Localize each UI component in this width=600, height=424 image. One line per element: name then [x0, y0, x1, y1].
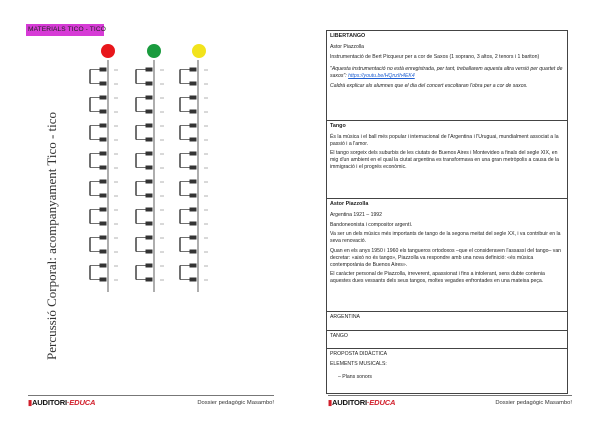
auditori-educa-logo: ▮AUDITORI·EDUCA [328, 398, 396, 407]
note-head [190, 166, 196, 169]
note-head [146, 124, 152, 127]
footer-rule [328, 395, 572, 396]
note-head [146, 68, 152, 71]
note-head [100, 138, 106, 141]
note-head [146, 166, 152, 169]
note-head [146, 180, 152, 183]
note-head [100, 194, 106, 197]
note-head [146, 194, 152, 197]
note-head [100, 208, 106, 211]
note-head [146, 222, 152, 225]
score-title: Percussió Corporal: acompanyament Tico - tico [44, 111, 59, 360]
section-libertango [327, 31, 567, 121]
note-head [146, 264, 152, 267]
note-head [190, 138, 196, 141]
note-head [100, 250, 106, 253]
content-table [326, 30, 568, 394]
note-head [190, 222, 196, 225]
note-head [100, 278, 106, 281]
note-head [100, 264, 106, 267]
note-head [190, 152, 196, 155]
note-head [190, 82, 196, 85]
note-head [146, 96, 152, 99]
proposta-label: PROPOSTA DIDÀCTICA [330, 351, 388, 357]
percussion-score [20, 60, 260, 390]
note-head [100, 152, 106, 155]
elements-label: ELEMENTS MUSICALS: [330, 360, 387, 367]
note-head [100, 236, 106, 239]
concert-note: Caldrà explicar als alumnes que el dia del concert escoltaran l'obra per a cor de saxos. [330, 82, 528, 89]
note-head [190, 250, 196, 253]
note-head [190, 124, 196, 127]
astor-paragraph-4: Quan en els anys 1950 i 1960 els tangueros ortodoxos –que el consideraven l'assassí del tango– van decretar: «això no és tango», Piazzolla va respondre amb una nova definició: «és música contemporània de Buenos Aires». [330, 247, 562, 268]
note-head [100, 166, 106, 169]
note-head [146, 152, 152, 155]
note-head [190, 236, 196, 239]
heading-libertango: LIBERTANGO [330, 33, 366, 39]
note-head [190, 278, 196, 281]
note-head [190, 110, 196, 113]
row-tango [327, 331, 567, 349]
note-head [190, 194, 196, 197]
section-proposta-didactica [327, 349, 567, 393]
right-footer [328, 395, 572, 415]
note-head [146, 208, 152, 211]
composer: Astor Piazzolla [330, 43, 364, 50]
footer-rule [28, 395, 274, 396]
note-head [100, 110, 106, 113]
row-argentina [327, 312, 567, 331]
section-tango [327, 121, 567, 199]
note-head [146, 250, 152, 253]
bullet-plans-sonors: – Plans sonors [338, 373, 373, 380]
note-head [146, 82, 152, 85]
note-head [100, 124, 106, 127]
note-head [100, 180, 106, 183]
tango-paragraph-2: El tango sorgeix dels suburbis de les ciutats de Buenos Aires i Montevideo a finals del segle XIX, en mig d'un ambient en el qual la ciutat argentina es transformava en una gran metròpolis a causa de la immigració i el progrés econòmic. [330, 150, 560, 170]
tango-paragraph-1: És la música i el ball més popular i internacional de l'Argentina i l'Uruguai, mundialment associat a la passió i a l'amor. [330, 133, 559, 147]
note-head [100, 68, 106, 71]
astor-paragraph-3: Va ser un dels músics més importants de tango de la segona meitat del segle XX, i va contribuir en la seva renovació. [330, 231, 561, 245]
note-head [190, 264, 196, 267]
note-head [190, 208, 196, 211]
footer-note: Dossier pedagògic Masambo! [197, 400, 274, 406]
heading-astor: Astor Piazzolla [330, 201, 369, 207]
footer-note: Dossier pedagògic Masambo! [495, 400, 572, 406]
section-astor-piazzolla [327, 199, 567, 312]
astor-paragraph-5: El caràcter personal de Piazzolla, irreverent, apassionat i fins a intolerant, sens dubte contenia aquestes dues vessants dels seus tangos, moltes vegades enfrontades en una mateixa peça. [330, 271, 545, 285]
note-head [146, 236, 152, 239]
tango-label: TANGO [330, 333, 348, 339]
astor-role: Bandoneonista i compositor argentí. [330, 221, 413, 228]
note-head [190, 96, 196, 99]
astor-dates: Argentina 1921 – 1992 [330, 211, 383, 218]
note-head [100, 96, 106, 99]
note-head [146, 110, 152, 113]
materials-banner: MATERIALS TICO - TICO [26, 24, 104, 36]
yellow-light-icon [192, 44, 206, 58]
score-staves [90, 60, 208, 292]
note-head [146, 278, 152, 281]
green-light-icon [147, 44, 161, 58]
heading-tango: Tango [330, 123, 346, 129]
red-light-icon [101, 44, 115, 58]
note-head [190, 68, 196, 71]
instrumentation: Instrumentació de Bert Picqueur per a cor de Saxos (1 soprano, 3 altos, 2 tenors i 1 bariton) [330, 53, 540, 60]
auditori-educa-logo: ▮AUDITORI·EDUCA [28, 398, 96, 407]
argentina-label: ARGENTINA [330, 314, 360, 320]
note-head [190, 180, 196, 183]
left-footer [28, 395, 274, 415]
note-head [100, 82, 106, 85]
youtube-link[interactable]: https://youtu.be/HQnzIh4EK4 [348, 73, 415, 80]
version-note: "Aquesta instrumentació no està enregistrada, per tant, treballarem aquesta altra versió per quartet de saxos": https://youtu.be/HQnzIh4EK4 [330, 66, 563, 80]
note-head [146, 138, 152, 141]
note-head [100, 222, 106, 225]
